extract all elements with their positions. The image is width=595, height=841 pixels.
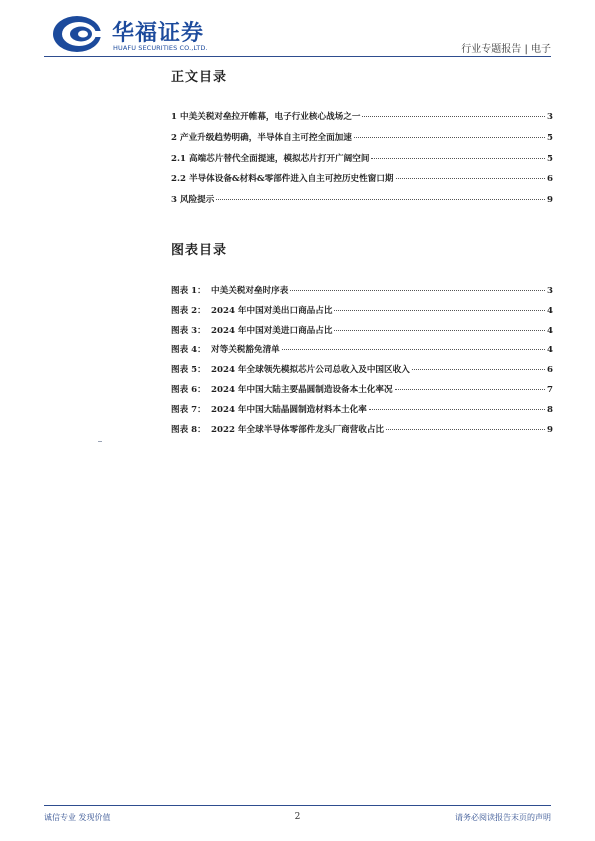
toc-entry-page: 3 (547, 112, 553, 122)
figure-entry-number: 图表 6： (171, 384, 206, 395)
figure-entry[interactable] (171, 343, 553, 363)
figure-entry[interactable] (171, 383, 553, 403)
figure-entry-number: 图表 3： (171, 325, 206, 336)
toc-entry-label: 3 风险提示 (171, 195, 215, 206)
figure-entry-page: 6 (547, 365, 553, 376)
figure-entry-number: 图表 7： (171, 404, 206, 415)
figure-entry[interactable] (171, 363, 553, 383)
toc-leader-dots (369, 409, 545, 410)
toc-entry[interactable] (171, 131, 553, 152)
figure-entry[interactable] (171, 304, 553, 324)
toc-entry-label: 2 产业升级趋势明确，半导体自主可控全面加速 (171, 132, 352, 143)
figure-entry[interactable] (171, 403, 553, 423)
footer-divider (44, 805, 551, 806)
toc-entry-page: 5 (547, 132, 553, 143)
toc-leader-dots (282, 349, 545, 350)
footer-disclaimer: 请务必阅读报告末页的声明 (455, 813, 551, 822)
margin-mark (98, 441, 102, 442)
company-logo (52, 14, 232, 58)
page-number: 2 (294, 812, 301, 822)
figure-entry-number: 图表 1： (171, 286, 206, 296)
huafu-logo-icon (52, 14, 106, 54)
toc-leader-dots (334, 330, 545, 331)
figure-entry-label: 2024 年中国对美出口商品占比 (211, 305, 333, 316)
toc-leader-dots (412, 369, 545, 370)
figure-entry-label: 2024 年全球领先模拟芯片公司总收入及中国区收入 (211, 365, 410, 376)
figure-entry-number: 图表 5： (171, 365, 206, 376)
toc-entry-page: 5 (547, 153, 553, 164)
logo-english-name: HUAFU SECURITIES CO.,LTD. (113, 44, 208, 52)
figure-entry-number: 图表 2： (171, 305, 206, 316)
toc-leader-dots (386, 429, 545, 430)
header-divider (44, 56, 551, 57)
figure-entry-page: 4 (547, 345, 553, 356)
toc-entry-label: 2.2 半导体设备&材料&零部件进入自主可控历史性窗口期 (171, 174, 394, 185)
toc-entry[interactable] (171, 193, 553, 214)
toc-entry-label: 1 中美关税对垒拉开帷幕，电子行业核心战场之一 (171, 112, 361, 122)
figure-entry-label: 2024 年中国对美进口商品占比 (211, 325, 333, 336)
toc-leader-dots (371, 158, 545, 159)
toc-entry-page: 9 (547, 195, 553, 206)
logo-chinese-name: 华福证券 (112, 21, 205, 46)
figure-entry-page: 8 (547, 404, 553, 415)
toc-entry-label: 2.1 高端芯片替代全面提速，模拟芯片打开广阔空间 (171, 153, 370, 164)
figure-entry-number: 图表 4： (171, 345, 206, 356)
toc-leader-dots (396, 178, 545, 179)
toc-leader-dots (362, 116, 545, 117)
figures-list (171, 284, 553, 442)
toc-leader-dots (290, 290, 545, 291)
figure-entry-label: 对等关税豁免清单 (211, 345, 280, 356)
figure-entry-label: 2024 年中国大陆晶圆制造材料本土化率 (211, 404, 367, 415)
toc-entry-page: 6 (547, 174, 553, 185)
figures-title: 图表目录 (171, 243, 228, 258)
figure-entry-number: 图表 8： (171, 424, 206, 435)
toc-entry[interactable] (171, 152, 553, 173)
figure-entry[interactable] (171, 423, 553, 443)
toc-entry[interactable] (171, 172, 553, 193)
figure-entry-label: 2022 年全球半导体零部件龙头厂商营收占比 (211, 424, 385, 435)
figure-entry-page: 3 (547, 286, 553, 296)
figure-entry-page: 4 (547, 325, 553, 336)
toc-list (171, 110, 553, 214)
report-type-label: 行业专题报告 | 电子 (461, 44, 551, 55)
figure-entry-page: 7 (547, 384, 553, 395)
figure-entry-page: 4 (547, 305, 553, 316)
toc-leader-dots (216, 199, 545, 200)
toc-leader-dots (395, 389, 545, 390)
figure-entry[interactable] (171, 324, 553, 344)
figure-entry-page: 9 (547, 424, 553, 435)
figure-entry[interactable] (171, 284, 553, 304)
footer-slogan: 诚信专业 发现价值 (44, 813, 111, 822)
toc-title: 正文目录 (171, 70, 228, 85)
toc-leader-dots (354, 137, 545, 138)
figure-entry-label: 2024 年中国大陆主要晶圆制造设备本土化率况 (211, 384, 393, 395)
toc-leader-dots (334, 310, 545, 311)
figure-entry-label: 中美关税对垒时序表 (211, 286, 289, 296)
toc-entry[interactable] (171, 110, 553, 131)
